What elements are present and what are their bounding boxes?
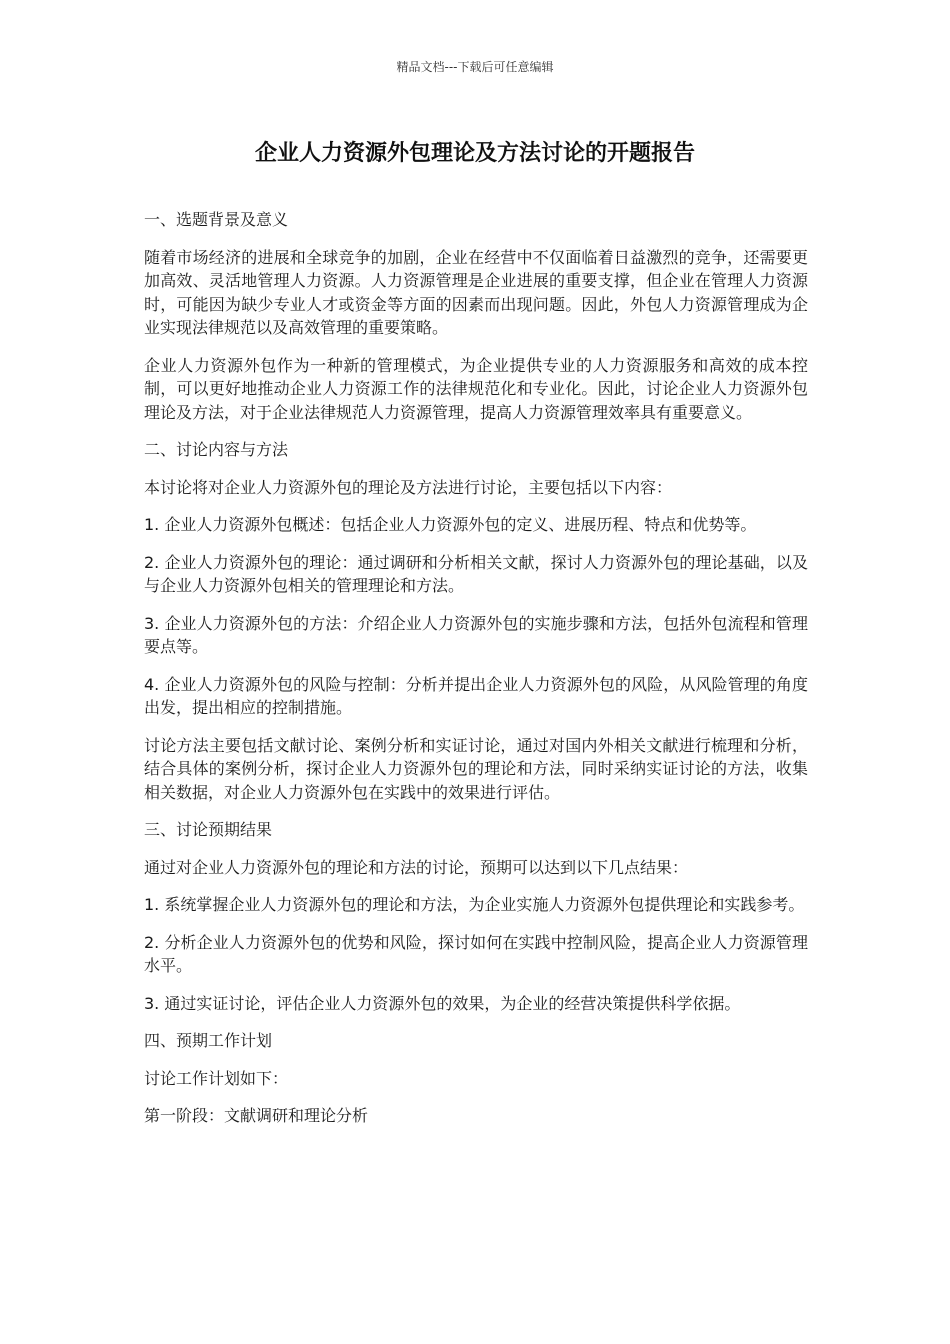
list-item: 2. 分析企业人力资源外包的优势和风险，探讨如何在实践中控制风险，提高企业人力资源管理水平。 bbox=[144, 932, 808, 975]
header-note: 精品文档---下载后可任意编辑 bbox=[396, 60, 554, 74]
body-paragraph: 随着市场经济的进展和全球竞争的加剧，企业在经营中不仅面临着日益激烈的竞争，还需要更加高效、灵活地管理人力资源。人力资源管理是企业进展的重要支撑，但企业在管理人力资源时，可能因为缺少专业人才或资金等方面的因素而出现问题。因此，外包人力资源管理成为企业实现法律规范以及高效管理的重要策略。 bbox=[144, 247, 808, 337]
body-paragraph: 企业人力资源外包作为一种新的管理模式，为企业提供专业的人力资源服务和高效的成本控制，可以更好地推动企业人力资源工作的法律规范化和专业化。因此，讨论企业人力资源外包理论及方法，对于企业法律规范人力资源管理，提高人力资源管理效率具有重要意义。 bbox=[144, 355, 808, 422]
section-heading-expected-results: 三、讨论预期结果 bbox=[144, 820, 273, 839]
body-paragraph: 第一阶段：文献调研和理论分析 bbox=[144, 1106, 369, 1125]
body-paragraph: 讨论工作计划如下： bbox=[144, 1068, 289, 1088]
section-heading-background: 一、选题背景及意义 bbox=[144, 210, 289, 229]
list-item: 1. 系统掌握企业人力资源外包的理论和方法，为企业实施人力资源外包提供理论和实践参考。 bbox=[144, 895, 805, 914]
list-item: 3. 通过实证讨论，评估企业人力资源外包的效果，为企业的经营决策提供科学依据。 bbox=[144, 993, 741, 1013]
list-item: 3. 企业人力资源外包的方法：介绍企业人力资源外包的实施步骤和方法，包括外包流程和管理要点等。 bbox=[144, 613, 808, 656]
body-paragraph: 讨论方法主要包括文献讨论、案例分析和实证讨论，通过对国内外相关文献进行梳理和分析，结合具体的案例分析，探讨企业人力资源外包的理论和方法，同时采纳实证讨论的方法，收集相关数据，对企业人力资源外包在实践中的效果进行评估。 bbox=[144, 735, 808, 802]
document-body bbox=[144, 208, 808, 1142]
list-item: 2. 企业人力资源外包的理论：通过调研和分析相关文献，探讨人力资源外包的理论基础，以及与企业人力资源外包相关的管理理论和方法。 bbox=[144, 552, 808, 595]
document-title: 企业人力资源外包理论及方法讨论的开题报告 bbox=[254, 141, 695, 166]
list-item: 4. 企业人力资源外包的风险与控制：分析并提出企业人力资源外包的风险，从风险管理的角度出发，提出相应的控制措施。 bbox=[144, 674, 808, 717]
list-item: 1. 企业人力资源外包概述：包括企业人力资源外包的定义、进展历程、特点和优势等。 bbox=[144, 515, 757, 534]
body-paragraph: 通过对企业人力资源外包的理论和方法的讨论，预期可以达到以下几点结果： bbox=[144, 857, 689, 877]
body-paragraph: 本讨论将对企业人力资源外包的理论及方法进行讨论，主要包括以下内容： bbox=[144, 477, 673, 497]
section-heading-work-plan: 四、预期工作计划 bbox=[144, 1031, 273, 1050]
section-heading-content-method: 二、讨论内容与方法 bbox=[144, 440, 289, 459]
